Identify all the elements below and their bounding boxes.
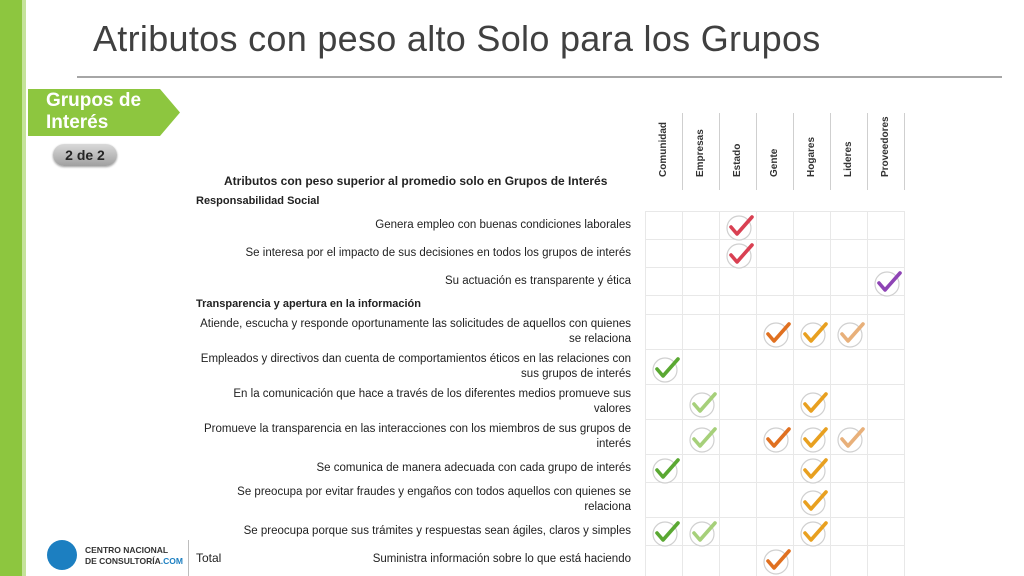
logo-text: [85, 545, 183, 567]
check-mark-icon: [688, 424, 718, 454]
check-mark-icon: [651, 354, 681, 384]
grid-line: [645, 517, 905, 518]
left-accent-stripe: [22, 0, 26, 576]
grid-line: [645, 295, 905, 296]
grid-line: [645, 211, 646, 576]
row-label: Promueve la transparencia en las interacciones con los miembros de sus grupos de interés: [204, 423, 631, 450]
check-mark-icon: [688, 518, 718, 548]
page-title: Atributos con peso alto Solo para los Grupos: [93, 18, 821, 59]
grid-line: [645, 239, 905, 240]
grid-line: [719, 211, 720, 576]
check-mark-icon: [799, 487, 829, 517]
column-header-hogares: [793, 113, 830, 188]
check-mark-icon: [873, 268, 903, 298]
check-mark-icon: [799, 389, 829, 419]
group-banner-line1: Grupos de: [46, 90, 142, 111]
grid-line: [645, 419, 905, 420]
check-mark-icon: [799, 319, 829, 349]
section-responsabilidad-social: Responsabilidad Social: [196, 195, 320, 207]
check-mark-icon: [725, 240, 755, 270]
logo-line1: CENTRO NACIONAL: [85, 545, 169, 555]
check-mark-icon: [799, 424, 829, 454]
logo-divider: [188, 540, 189, 576]
row-label: Genera empleo con buenas condiciones laborales: [375, 219, 631, 231]
grid-line: [645, 349, 905, 350]
grid-line: [645, 211, 905, 212]
table-header: Atributos con peso superior al promedio solo en Grupos de Interés: [224, 174, 608, 188]
row-label: En la comunicación que hace a través de los diferentes medios promueve sus valores: [233, 388, 631, 415]
row-label: Se comunica de manera adecuada con cada grupo de interés: [316, 462, 631, 474]
grid-line: [756, 211, 757, 576]
row-label: Se preocupa por evitar fraudes y engaños con todos aquellos con quienes se relaciona: [237, 486, 631, 513]
column-header-proveedores: [867, 113, 904, 188]
group-banner-line2: Interés: [46, 112, 109, 133]
logo-emblem-icon: [47, 540, 77, 570]
grid-line: [645, 314, 905, 315]
row-label: Atiende, escucha y responde oportunamente las solicitudes de aquellos con quienes se relaciona: [200, 318, 631, 345]
column-divider: [904, 113, 905, 190]
logo-line2: [85, 556, 183, 567]
total-label: Total: [196, 551, 222, 565]
grid-line: [904, 211, 905, 576]
logo-line2-main: DE CONSULTORÍA: [85, 556, 161, 566]
section-transparencia: Transparencia y apertura en la información: [196, 298, 421, 310]
title-divider: [77, 76, 1002, 78]
grid-line: [682, 211, 683, 576]
column-header-estado: [719, 113, 756, 188]
check-mark-icon: [762, 319, 792, 349]
column-header-label: Gente: [768, 148, 780, 177]
column-header-label: Lideres: [842, 141, 854, 177]
check-mark-icon: [725, 212, 755, 242]
check-mark-icon: [799, 455, 829, 485]
check-mark-icon: [836, 424, 866, 454]
column-header-label: Empresas: [694, 129, 706, 177]
grid-line: [793, 211, 794, 576]
check-mark-icon: [799, 518, 829, 548]
grid-line: [645, 267, 905, 268]
check-mark-icon: [651, 518, 681, 548]
group-banner-label: [46, 90, 166, 134]
company-logo: [47, 540, 189, 572]
logo-line2-suffix: .COM: [160, 556, 183, 566]
check-mark-icon: [651, 455, 681, 485]
row-label: Su actuación es transparente y ética: [444, 275, 631, 287]
left-accent-bar: [0, 0, 22, 576]
check-mark-icon: [762, 424, 792, 454]
column-header-label: Comunidad: [657, 122, 669, 177]
check-mark-icon: [836, 319, 866, 349]
row-label: Se preocupa porque sus trámites y respuestas sean ágiles, claros y simples: [243, 525, 631, 537]
column-header-label: Hogares: [805, 136, 817, 177]
column-header-gente: [756, 113, 793, 188]
column-header-label: Proveedores: [879, 116, 891, 177]
grid-line: [867, 211, 868, 576]
column-header-empresas: [682, 113, 719, 188]
row-label: Empleados y directivos dan cuenta de comportamientos éticos en las relaciones con sus grupos de interés: [200, 353, 631, 380]
check-mark-icon: [762, 546, 792, 576]
column-header-lideres: [830, 113, 867, 188]
grid-line: [645, 482, 905, 483]
grid-line: [645, 384, 905, 385]
row-label: Suministra información sobre lo que está haciendo: [372, 553, 631, 565]
column-header-label: Estado: [731, 143, 743, 177]
grid-line: [645, 454, 905, 455]
column-header-comunidad: [645, 113, 682, 188]
grid-line: [830, 211, 831, 576]
page-indicator-badge: 2 de 2: [53, 144, 117, 166]
row-label: Se interesa por el impacto de sus decisiones en todos los grupos de interés: [245, 247, 631, 259]
check-mark-icon: [688, 389, 718, 419]
